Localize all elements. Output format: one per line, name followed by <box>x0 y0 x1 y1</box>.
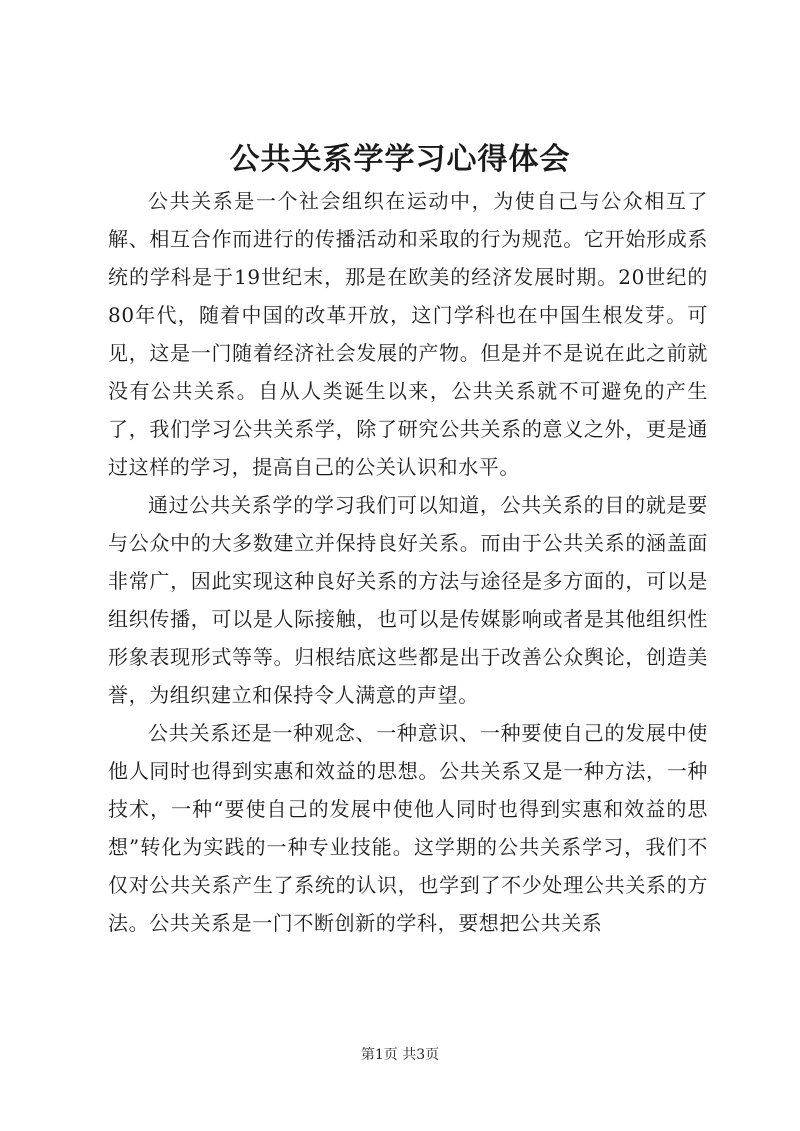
paragraph-1: 公共关系是一个社会组织在运动中，为使自己与公众相互了解、相互合作而进行的传播活动和采取的行为规范。它开始形成系统的学科是于19世纪末，那是在欧美的经济发展时期。20世纪的80年代，随着中国的改革开放，这门学科也在中国生根发芽。可见，这是一门随着经济社会发展的产物。但是并不是说在此之前就没有公共关系。自从人类诞生以来，公共关系就不可避免的产生了，我们学习公共关系学，除了研究公共关系的意义之外，更是通过这样的学习，提高自己的公关认识和水平。 <box>108 189 708 479</box>
document-body <box>108 182 708 942</box>
page-footer: 第1页 共3页 <box>360 1047 440 1063</box>
paragraph-3: 公共关系还是一种观念、一种意识、一种要使自己的发展中使他人同时也得到实惠和效益的思想。公共关系又是一种方法，一种技术，一种“要使自己的发展中使他人同时也得到实惠和效益的思想”转化为实践的一种专业技能。这学期的公共关系学习，我们不仅对公共关系产生了系统的认识，也学到了不少处理公共关系的方法。公共关系是一门不断创新的学科，要想把公共关系 <box>108 721 708 935</box>
page-title: 公共关系学学习心得体会 <box>229 142 571 177</box>
paragraph-2: 通过公共关系学的学习我们可以知道，公共关系的目的就是要与公众中的大多数建立并保持良好关系。而由于公共关系的涵盖面非常广，因此实现这种良好关系的方法与途径是多方面的，可以是组织传播，可以是人际接触，也可以是传媒影响或者是其他组织性形象表现形式等等。归根结底这些都是出于改善公众舆论，创造美誉，为组织建立和保持令人满意的声望。 <box>108 493 708 707</box>
